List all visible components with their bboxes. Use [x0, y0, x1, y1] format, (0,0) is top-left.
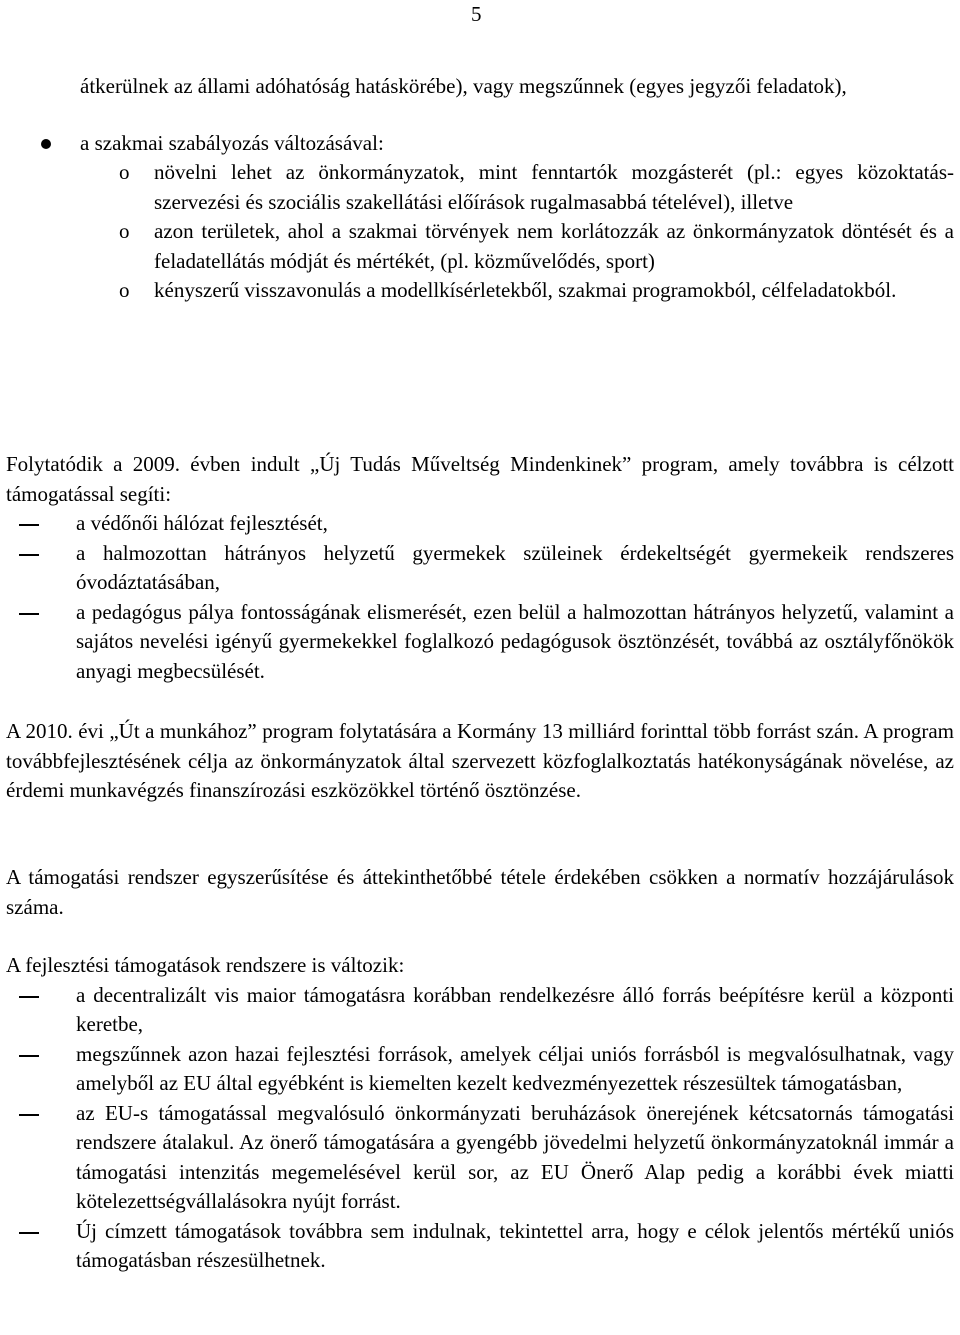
dash-list-text: a decentralizált vis maior támogatásra korábban rendelkezésre álló forrás beépítésre kerül a központi keretbe, — [76, 982, 954, 1036]
dash-list-item — [76, 981, 954, 1040]
sub-list-text: növelni lehet az önkormányzatok, mint fenntartók mozgásterét (pl.: egyes közoktatás-szervezési és szociális szakellátási előírások rugalmasabbá tételével), illetve — [154, 160, 954, 214]
dash-list-text: a pedagógus pálya fontosságának elismerését, ezen belül a halmozottan hátrányos helyzetű, valamint a sajátos nevelési igényű gyermekekkel foglalkozó pedagógusok ösztönzését, továbbá az osztályfőnökök anyagi megbecsülését. — [76, 599, 954, 683]
dash-list-item — [76, 598, 954, 687]
continuation-text: átkerülnek az állami adóhatóság hatáskörébe), vagy megszűnnek (egyes jegyzői feladatok), — [80, 74, 847, 98]
sub-list-item — [119, 158, 954, 217]
section-fejlesztesi-intro: A fejlesztési támogatások rendszere is változik: — [6, 953, 405, 977]
dash-bullet-icon — [19, 1232, 39, 1234]
dash-bullet-icon — [19, 1055, 39, 1057]
dash-list-text: a halmozottan hátrányos helyzetű gyermekek szüleinek érdekeltségét gyermekeik rendszeres óvodáztatásában, — [76, 540, 954, 594]
dash-list-text: Új címzett támogatások továbbra sem indulnak, tekintettel arra, hogy e célok jelentős mértékű uniós támogatásban részesülhetnek. — [76, 1218, 954, 1272]
sub-list-text: azon területek, ahol a szakmai törvények nem korlátozzák az önkormányzatok döntését és a feladatellátás módját és mértékét, (pl. közművelődés, sport) — [154, 219, 954, 273]
section-2009-intro: Folytatódik a 2009. évben indult „Új Tudás Műveltség Mindenkinek” program, amely továbbra is célzott támogatással segíti: — [6, 452, 954, 506]
dash-bullet-icon — [19, 996, 39, 998]
section-normativ — [6, 863, 954, 922]
section-fejlesztesi — [6, 951, 954, 1276]
bullet-item — [80, 129, 954, 159]
sub-list-item — [119, 276, 954, 306]
section-2009 — [6, 450, 954, 686]
top-section — [6, 72, 954, 306]
dash-bullet-icon — [19, 613, 39, 615]
sub-list-text: kényszerű visszavonulás a modellkísérletekből, szakmai programokból, célfeladatokból. — [154, 278, 897, 302]
paragraph-2010: A 2010. évi „Út a munkához” program folytatására a Kormány 13 milliárd forinttal több forrást szán. A program továbbfejlesztésének célja az önkormányzatok által szervezett közfoglalkoztatás hatékonyságának növelése, az érdemi munkavégzés finanszírozási eszközökkel történő ösztönzése. — [6, 719, 954, 802]
dash-bullet-icon — [19, 524, 39, 526]
dash-list-text: a védőnői hálózat fejlesztését, — [76, 511, 328, 535]
dash-list-item — [76, 1217, 954, 1276]
circle-bullet-icon: o — [119, 219, 130, 243]
bullet-dot-icon — [41, 139, 51, 149]
circle-bullet-icon: o — [119, 278, 130, 302]
bullet-text: a szakmai szabályozás változásával: — [80, 130, 384, 155]
dash-bullet-icon — [19, 1114, 39, 1116]
page-number: 5 — [471, 2, 482, 26]
dash-list-item — [76, 1040, 954, 1099]
paragraph-normativ: A támogatási rendszer egyszerűsítése és áttekinthetőbbé tétele érdekében csökken a normatív hozzájárulások száma. — [6, 865, 954, 919]
circle-bullet-icon: o — [119, 160, 130, 184]
dash-list-item — [76, 509, 954, 539]
dash-list-text: az EU-s támogatással megvalósuló önkormányzati beruházások önerejének kétcsatornás támogatási rendszere átalakul. Az önerő támogatására a gyengébb jövedelmi helyzetű önkormányzatoknál immár a támogatási intenzitás megemelésével kerül sor, az EU Önerő Alap pedig a korábbi évek miatti kötelezettségvállalásokra nyújt forrást. — [76, 1100, 954, 1213]
sub-list-item — [119, 217, 954, 276]
section-2010 — [6, 717, 954, 806]
dash-list-text: megszűnnek azon hazai fejlesztési források, amelyek céljai uniós forrásból is megvalósulhatnak, vagy amelyből az EU által egyébként is kiemelten kezelt kedvezményezettek részesültek támogatásban, — [76, 1041, 954, 1095]
dash-list-item — [76, 1099, 954, 1217]
dash-bullet-icon — [19, 554, 39, 556]
dash-list-item — [76, 539, 954, 598]
